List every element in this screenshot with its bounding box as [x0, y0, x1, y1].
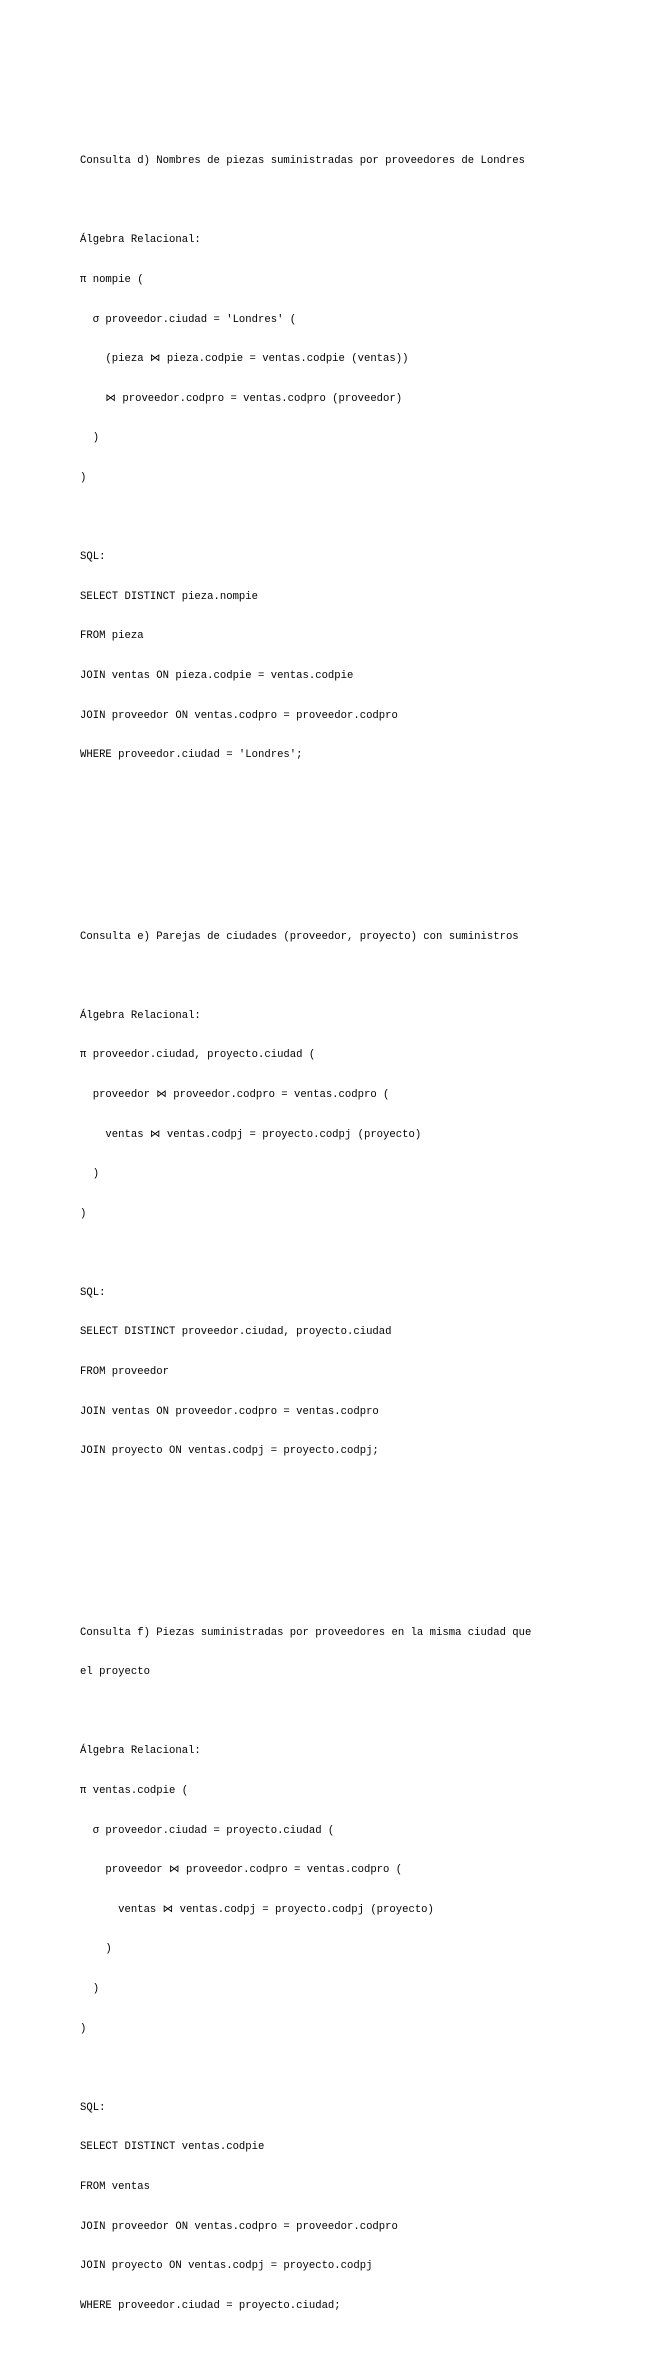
sql-line: WHERE proveedor.ciudad = proyecto.ciudad;	[80, 2299, 341, 2312]
spacer	[80, 1247, 640, 1260]
sql-label: SQL:	[80, 551, 106, 564]
algebra-label: Álgebra Relacional:	[80, 234, 201, 247]
algebra-line: )	[80, 1207, 87, 1220]
algebra-line: π proveedor.ciudad, proyecto.ciudad (	[80, 1049, 316, 1062]
algebra-label: Álgebra Relacional:	[80, 1745, 201, 1758]
section-consulta-e	[80, 904, 640, 1485]
algebra-line: (pieza ⋈ pieza.codpie = ventas.codpie (ventas))	[80, 353, 409, 366]
algebra-line: ventas ⋈ ventas.codpj = proyecto.codpj (proyecto)	[80, 1903, 434, 1916]
algebra-line: )	[80, 1943, 112, 1956]
sql-line: JOIN proyecto ON ventas.codpj = proyecto.codpj;	[80, 1445, 379, 1458]
algebra-line: proveedor ⋈ proveedor.codpro = ventas.codpro (	[80, 1088, 390, 1101]
spacer	[80, 1706, 640, 1719]
section-heading: Consulta e) Parejas de ciudades (proveedor, proyecto) con suministros	[80, 930, 519, 943]
algebra-line: proveedor ⋈ proveedor.codpro = ventas.codpro (	[80, 1864, 403, 1877]
sql-line: SELECT DISTINCT ventas.codpie	[80, 2141, 265, 2154]
section-spacer	[80, 1524, 640, 1547]
algebra-line: π nompie (	[80, 274, 144, 286]
sql-line: SELECT DISTINCT pieza.nompie	[80, 590, 259, 603]
sql-label: SQL:	[80, 1286, 106, 1299]
sql-line: JOIN ventas ON pieza.codpie = ventas.codpie	[80, 669, 354, 682]
algebra-line: π ventas.codpie (	[80, 1785, 189, 1798]
sql-line: JOIN proveedor ON ventas.codpro = proveedor.codpro	[80, 2220, 398, 2233]
algebra-line: σ proveedor.ciudad = proyecto.ciudad (	[80, 1824, 335, 1837]
sql-line: SELECT DISTINCT proveedor.ciudad, proyecto.ciudad	[80, 1326, 392, 1339]
sql-line: JOIN proveedor ON ventas.codpro = proveedor.codpro	[80, 709, 398, 722]
algebra-line: )	[80, 471, 87, 484]
sql-line: JOIN ventas ON proveedor.codpro = ventas.codpro	[80, 1405, 379, 1418]
sql-label: SQL:	[80, 2101, 106, 2114]
section-heading: Consulta f) Piezas suministradas por proveedores en la misma ciudad que	[80, 1626, 532, 1639]
algebra-line: )	[80, 2022, 87, 2035]
algebra-line: ventas ⋈ ventas.codpj = proyecto.codpj (proyecto)	[80, 1128, 422, 1141]
section-spacer	[80, 828, 640, 851]
section-heading-continuation: el proyecto	[80, 1666, 150, 1679]
spacer	[80, 2062, 640, 2075]
sql-line: FROM proveedor	[80, 1366, 170, 1379]
sql-line: FROM ventas	[80, 2181, 150, 2193]
spacer	[80, 195, 640, 208]
algebra-line: )	[80, 1168, 100, 1181]
algebra-line: σ proveedor.ciudad = 'Londres' (	[80, 313, 297, 326]
sql-line: WHERE proveedor.ciudad = 'Londres';	[80, 749, 303, 762]
algebra-line: )	[80, 1983, 100, 1996]
sql-line: JOIN proyecto ON ventas.codpj = proyecto.codpj	[80, 2260, 373, 2273]
section-consulta-d	[80, 129, 640, 789]
algebra-line: )	[80, 432, 100, 445]
document-body	[80, 76, 640, 2379]
algebra-label: Álgebra Relacional:	[80, 1009, 201, 1022]
spacer	[80, 970, 640, 983]
sql-line: FROM pieza	[80, 630, 144, 643]
section-consulta-f	[80, 1600, 640, 2339]
spacer	[80, 512, 640, 525]
section-heading: Consulta d) Nombres de piezas suministradas por proveedores de Londres	[80, 155, 526, 168]
algebra-line: ⋈ proveedor.codpro = ventas.codpro (proveedor)	[80, 392, 403, 405]
